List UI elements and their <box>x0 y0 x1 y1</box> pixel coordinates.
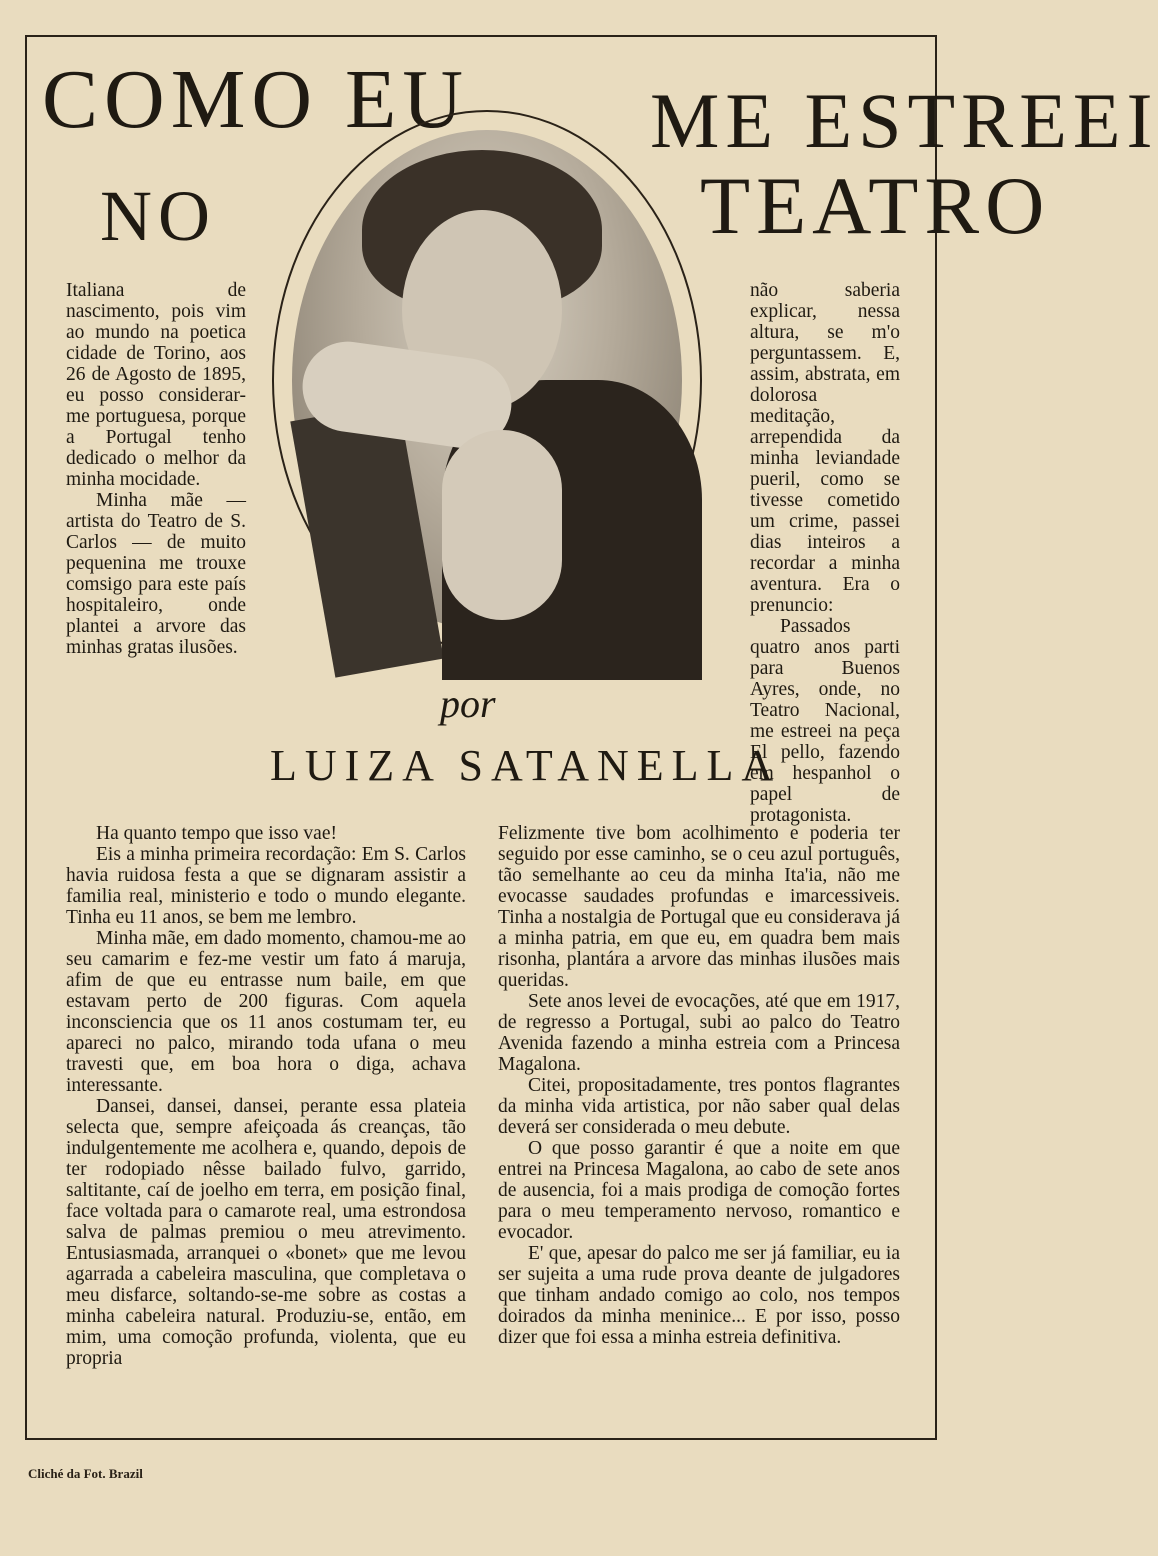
title-line-1: COMO EU <box>42 53 470 146</box>
title-line-2: NO <box>100 176 216 256</box>
column-bottom-left <box>66 823 466 1369</box>
title-line-4: TEATRO <box>700 160 1051 251</box>
paragraph: Dansei, dansei, dansei, perante essa plateia selecta que, sempre afeiçoada ás creanças, tão indulgentemente me acolhera e, quando, depois de ter rodopiado nêsse bailado fulvo, garrido, saltitante, caí de joelho em terra, em posição final, face voltada para o camarote real, uma estrondosa salva de palmas premiou o meu atrevimento. Entusiasmada, arranquei o «bonet» que me levou agarrada a cabeleira masculina, que completava o meu disfarce, soltando-se-me sobre as costas a minha cabeleira natural. Produziu-se, então, em mim, uma comoção profunda, violenta, que eu propria <box>66 1096 466 1369</box>
column-bottom-right <box>498 823 900 1348</box>
paragraph: não saberia explicar, nessa altura, se m'o perguntassem. E, assim, abstrata, em dolorosa meditação, arrependida da minha leviandade pueril, como se tivesse cometido um crime, passei dias inteiros a recordar a minha aventura. Era o prenuncio: <box>750 280 900 616</box>
paragraph: Felizmente tive bom acolhimento e poderia ter seguido por esse caminho, se o ceu azul português, tão semelhante ao ceu da minha Ita'ia, não me evocasse saudades profundas e imarcessiveis. Tinha a nostalgia de Portugal que eu considerava já a minha patria, em que eu, em quadra bem mais risonha, plantára a arvore das minhas ilusões mais queridas. <box>498 823 900 991</box>
paragraph: Italiana de nascimento, pois vim ao mundo na poetica cidade de Torino, aos 26 de Agosto de 1895, eu posso considerar-me portuguesa, porque a Portugal tenho dedicado o melhor da minha mocidade. <box>66 280 246 490</box>
hand-shape <box>442 430 562 620</box>
author-name: LUIZA SATANELLA <box>270 741 782 790</box>
portrait-photo <box>292 130 682 630</box>
paragraph: Citei, propositadamente, tres pontos flagrantes da minha vida artistica, por não saber qual delas deverá ser considerada o meu debute. <box>498 1075 900 1138</box>
byline-por: por <box>440 681 496 726</box>
paragraph: Minha mãe, em dado momento, chamou-me ao seu camarim e fez-me vestir um fato á maruja, afim de que eu entrasse num baile, em que estavam perto de 200 figuras. Com aquela inconsciencia que os 11 anos costumam ter, eu apareci no palco, mirando toda ufana o meu travesti que, em boa hora o diga, achava interessante. <box>66 928 466 1096</box>
column-right <box>750 280 900 826</box>
column-left <box>66 280 246 658</box>
paragraph: Passados quatro anos parti para Buenos Ayres, onde, no Teatro Nacional, me estreei na peça El pello, fazendo em hespanhol o papel de protagonista. <box>750 616 900 826</box>
paragraph: Minha mãe —artista do Teatro de S. Carlos — de muito pequenina me trouxe comsigo para este país hospitaleiro, onde plantei a arvore das minhas gratas ilusões. <box>66 490 246 658</box>
paragraph: Ha quanto tempo que isso vae! <box>96 823 337 844</box>
photo-credit: Cliché da Fot. Brazil <box>28 1466 143 1481</box>
paragraph: Sete anos levei de evocações, até que em 1917, de regresso a Portugal, subi ao palco do Teatro Avenida fazendo a minha estreia com a Princesa Magalona. <box>498 991 900 1075</box>
paragraph: O que posso garantir é que a noite em que entrei na Princesa Magalona, ao cabo de sete anos de ausencia, foi a mais prodiga de comoção fortes para o meu temperamento nervoso, romantico e evocador. <box>498 1138 900 1243</box>
title-line-3: ME ESTREEI <box>650 77 1158 164</box>
paragraph: Eis a minha primeira recordação: Em S. Carlos havia ruidosa festa a que se dignaram assistir a familia real, ministerio e todo o mundo elegante. Tinha eu 11 anos, se bem me lembro. <box>66 844 466 928</box>
paragraph: E' que, apesar do palco me ser já familiar, eu ia ser sujeita a uma rude prova deante de julgadores que tinham andado comigo ao colo, nos tempos doirados da minha meninice... E por isso, posso dizer que foi essa a minha estreia definitiva. <box>498 1243 900 1348</box>
